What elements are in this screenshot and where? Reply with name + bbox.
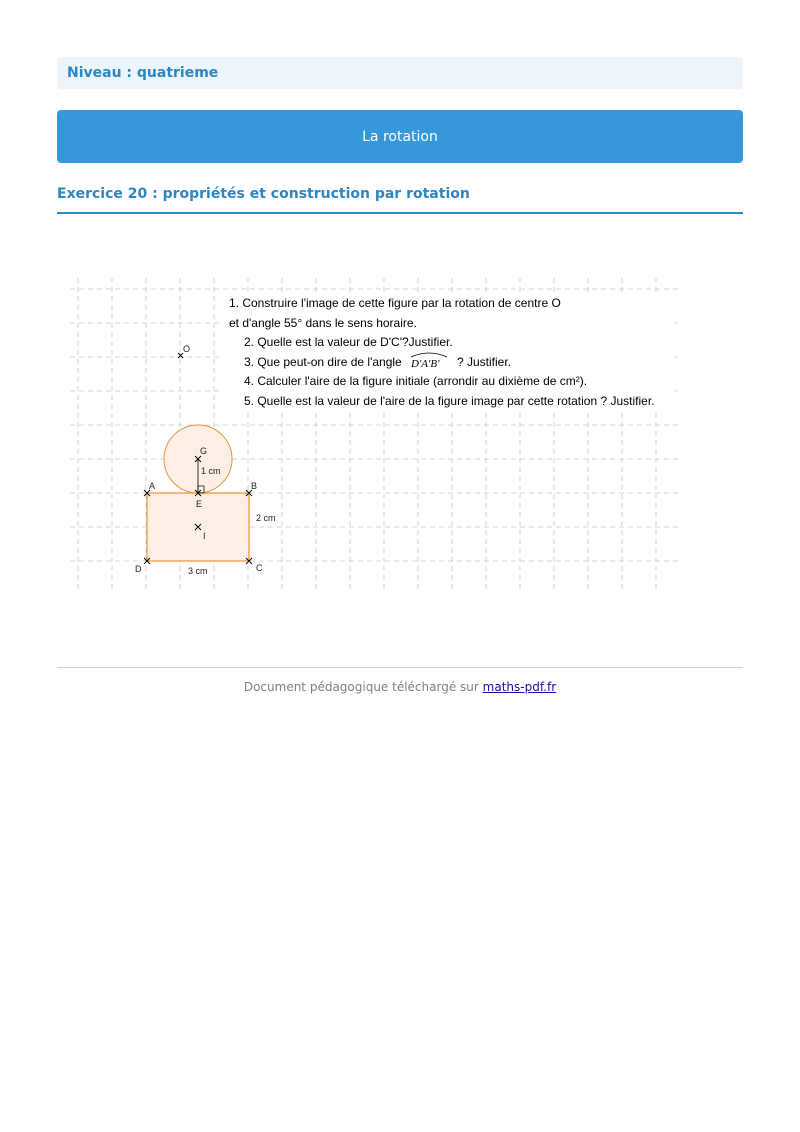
point-d-label: D	[135, 564, 142, 574]
exercise-figure	[70, 278, 682, 593]
point-e-label: E	[196, 499, 203, 509]
point-c-label: C	[256, 563, 263, 573]
instruction-1a: 1. Construire l'image de cette figure par la rotation de centre O	[229, 296, 561, 310]
level-label: Niveau : quatrieme	[67, 65, 219, 81]
point-a-label: A	[149, 481, 156, 491]
instruction-3a: 3. Que peut-on dire de l'angle	[244, 355, 402, 369]
point-g-label: G	[200, 446, 208, 456]
height-label: 2 cm	[256, 513, 276, 523]
chapter-banner	[57, 110, 743, 163]
instruction-5: 5. Quelle est la valeur de l'aire de la figure image par cette rotation ? Justifier.	[244, 394, 655, 408]
point-b-label: B	[251, 481, 258, 491]
exercise-title: Exercice 20 : propriétés et construction par rotation	[57, 186, 470, 202]
footer-divider	[57, 667, 743, 668]
footer-text: Document pédagogique téléchargé sur	[243, 680, 479, 694]
svg-text:O: O	[183, 344, 191, 354]
instruction-1b: et d'angle 55° dans le sens horaire.	[229, 316, 417, 330]
width-label: 3 cm	[188, 566, 208, 576]
footer-link[interactable]: maths-pdf.fr	[482, 680, 557, 694]
exercise-divider	[57, 212, 743, 214]
angle-notation: D'A'B'	[411, 358, 440, 370]
point-i-label: I	[203, 531, 206, 541]
level-box	[57, 57, 743, 89]
chapter-title: La rotation	[362, 128, 438, 145]
footer	[0, 680, 800, 694]
instruction-3b: ? Justifier.	[457, 355, 512, 369]
instruction-2: 2. Quelle est la valeur de D'C'?Justifier.	[244, 335, 453, 349]
instruction-4: 4. Calculer l'aire de la figure initiale (arrondir au dixième de cm²).	[244, 374, 588, 388]
radius-label: 1 cm	[201, 466, 221, 476]
geometry-figure	[70, 278, 682, 593]
